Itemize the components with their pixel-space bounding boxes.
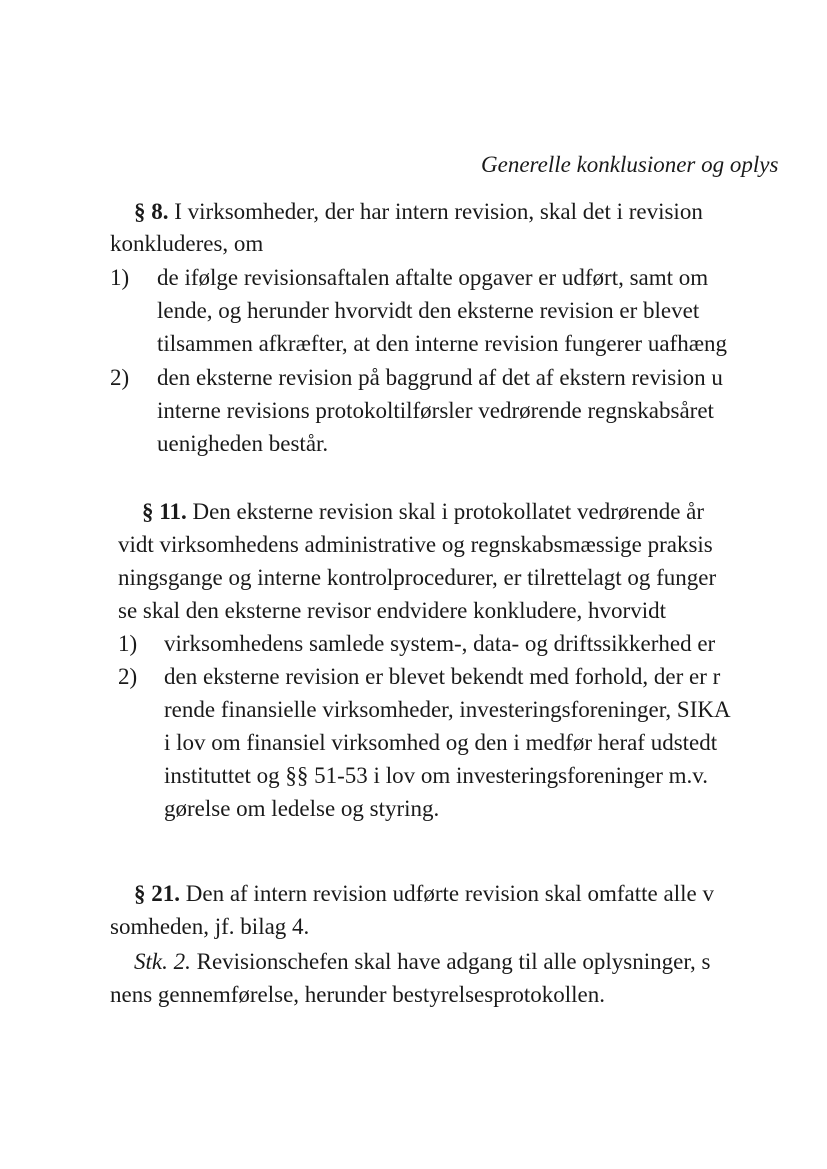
section-11-line-2: vidt virksomhedens administrative og regnskabsmæssige praksis [118,532,713,557]
section-8-line-2: konkluderes, om [110,231,264,256]
section-21-line-2: somheden, jf. bilag 4. [110,914,310,939]
section-21-label: § 21. [134,881,180,906]
section-8-item-2-line-2: interne revisions protokoltilførsler vedrørende regnskabsåret [157,398,714,423]
section-8-item-2-number: 2) [110,365,130,390]
section-21-stk-2-line-2: nens gennemførelse, herunder bestyrelsesprotokollen. [110,982,605,1007]
section-8-item-2-line-1: den eksterne revision på baggrund af det af ekstern revision u [157,365,723,390]
section-11-line-4: se skal den eksterne revisor endvidere konkludere, hvorvidt [118,598,666,623]
stk-2-label: Stk. 2. [134,949,191,974]
section-11-item-2-line-3: i lov om finansiel virksomhed og den i medfør heraf udstedt [164,730,718,755]
section-11-item-2-number: 2) [118,664,138,689]
section-8-item-1-line-1: de ifølge revisionsaftalen aftalte opgaver er udført, samt om [157,265,709,290]
section-11-label: § 11. [142,499,187,524]
running-header: Generelle konklusioner og oplys [481,152,779,177]
section-11-text: Den eksterne revision skal i protokollatet vedrørende år [186,499,705,524]
section-8-item-1-number: 1) [110,265,130,290]
section-8-label: § 8. [134,199,169,224]
section-11-item-2-line-2: rende finansielle virksomheder, investeringsforeninger, SIKA [164,697,731,722]
section-8-text: I virksomheder, der har intern revision, skal det i revision [168,199,703,224]
section-8-first-line [134,200,703,223]
section-11-item-2-line-4: instituttet og §§ 51-53 i lov om investeringsforeninger m.v. [164,763,709,788]
section-8-item-2-line-3: uenigheden består. [157,431,329,456]
section-11-line-3: ningsgange og interne kontrolprocedurer, er tilrettelagt og funger [118,565,717,590]
stk-2-text: Revisionschefen skal have adgang til alle oplysninger, s [190,949,711,974]
section-21-first-line [134,882,714,905]
section-11-item-2-line-5: gørelse om ledelse og styring. [164,796,440,821]
section-8-item-1-line-3: tilsammen afkræfter, at den interne revision fungerer uafhæng [157,331,728,356]
section-11-item-1-line-1: virksomhedens samlede system-, data- og driftssikkerhed er [164,631,716,656]
section-21-text: Den af intern revision udførte revision skal omfatte alle v [180,881,714,906]
section-21-stk-2-first-line [134,950,711,973]
section-11-item-1-number: 1) [118,631,138,656]
section-8-item-1-line-2: lende, og herunder hvorvidt den eksterne revision er blevet [157,298,700,323]
section-11-item-2-line-1: den eksterne revision er blevet bekendt med forhold, der er r [164,664,721,689]
section-11-first-line [142,500,704,523]
